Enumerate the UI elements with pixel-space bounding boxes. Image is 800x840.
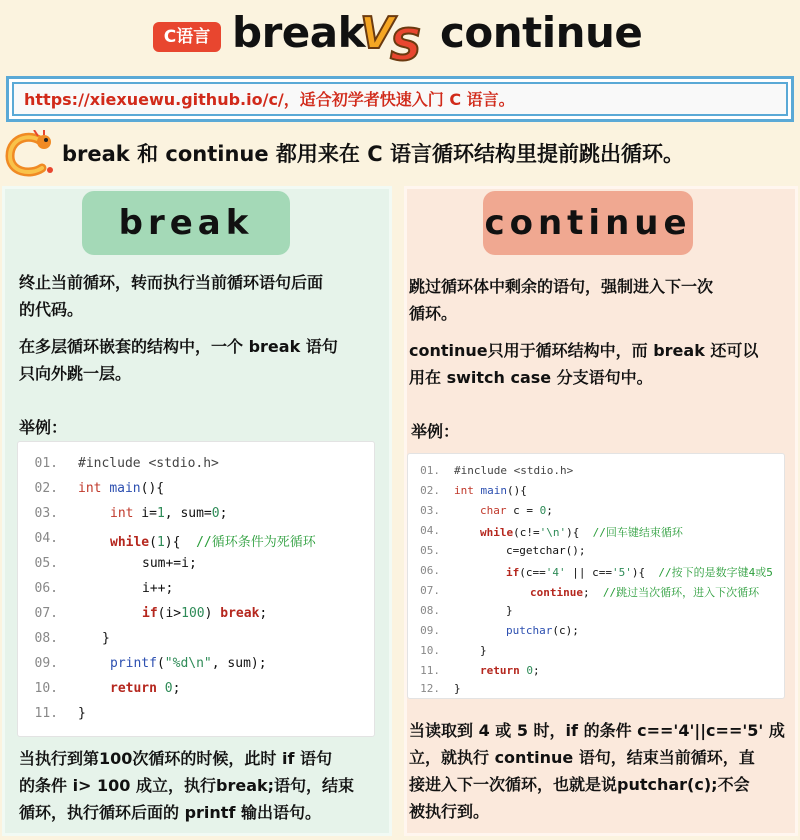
header <box>0 0 800 72</box>
break-summary-line: 的条件 i> 100 成立，执行break;语句，结束 <box>19 776 355 795</box>
intro-line <box>4 130 796 176</box>
c-dragon-mascot-icon <box>4 130 56 178</box>
continue-desc-line: 用在 switch case 分支语句中。 <box>409 368 653 387</box>
url-banner <box>6 76 794 122</box>
continue-summary-line: 被执行到。 <box>409 802 490 821</box>
break-desc-line: 只向外跳一层。 <box>19 364 132 383</box>
continue-summary-line: 当读取到 4 或 5 时，if 的条件 c=='4'||c=='5' 成 <box>409 721 785 740</box>
vs-logo-icon <box>356 4 438 64</box>
continue-panel <box>404 186 798 836</box>
vs-letter-v: V <box>360 8 395 59</box>
continue-summary-line: 立，就执行 continue 语句，结束当前循环，直 <box>409 748 755 767</box>
break-summary <box>19 745 354 826</box>
break-example-label: 举例： <box>19 418 68 437</box>
break-panel <box>2 186 392 836</box>
break-description-2 <box>19 333 338 387</box>
break-heading: break <box>82 191 290 255</box>
continue-example-label: 举例： <box>411 422 460 441</box>
title-continue: continue <box>440 8 643 57</box>
break-description-1 <box>19 269 323 323</box>
break-summary-line: 当执行到第100次循环的时候，此时 if 语句 <box>19 749 332 768</box>
title-break: break <box>232 8 366 57</box>
break-summary-line: 循环，执行循环后面的 printf 输出语句。 <box>19 803 321 822</box>
intro-text: break 和 continue 都用来在 C 语言循环结构里提前跳出循环。 <box>62 142 684 166</box>
continue-desc-line: continue只用于循环结构中，而 break 还可以 <box>409 341 759 360</box>
continue-heading: continue <box>483 191 693 255</box>
url-text[interactable]: https://xiexuewu.github.io/c/，适合初学者快速入门 C 语言。 <box>12 82 788 116</box>
break-code-block: 01. #include <stdio.h> 02. int main(){ 03. int i=1, sum=0; 04. while(1){ //循环条件为死循环 05. sum+=i; 06. i++; 07. if(i>100) break; 08. } 09. printf("%d\n", sum); 10. return 0; 11. } <box>17 441 375 737</box>
break-desc-line: 终止当前循环，转而执行当前循环语句后面 <box>19 273 324 292</box>
continue-code-block: 01. #include <stdio.h> 02. int main(){ 03. char c = 0; 04. while(c!='\n'){ //回车键结束循环 05. c=getchar(); 06. if(c=='4' || c=='5'){ //按下的是数字键4或5 07. continue; //跳过当次循环，进入下次循环 08. } 09. putchar(c); 10. } 11. return 0; 12. } <box>407 453 785 699</box>
continue-description-2 <box>409 337 758 391</box>
continue-summary <box>409 717 785 825</box>
vs-letter-s: S <box>390 20 422 64</box>
break-desc-line: 的代码。 <box>19 300 84 319</box>
c-language-badge: C语言 <box>153 22 221 52</box>
continue-summary-line: 接进入下一次循环，也就是说putchar(c);不会 <box>409 775 750 794</box>
continue-desc-line: 跳过循环体中剩余的语句，强制进入下一次 <box>409 277 714 296</box>
break-desc-line: 在多层循环嵌套的结构中，一个 break 语句 <box>19 337 338 356</box>
continue-description-1 <box>409 273 713 327</box>
continue-desc-line: 循环。 <box>409 304 458 323</box>
